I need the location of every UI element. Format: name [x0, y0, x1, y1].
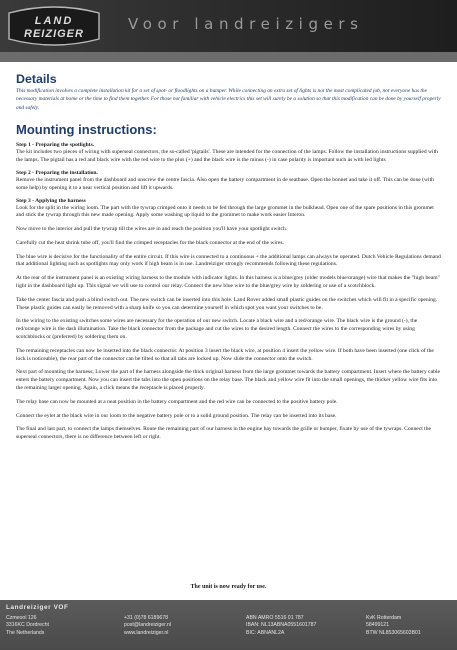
- footer-address-line: The Netherlands: [6, 629, 45, 636]
- paragraph: The blue wire is decisive for the functionality of the entire circuit. If this wire is connected to a continuous + the additional lamps can always be operated. Dutch Vehicle Regulations demand that additional lighting such as spotlights may only work if high beam is in use. Landreiziger strongly recommends following these regulations.: [16, 253, 441, 268]
- footer-bank-line: IBAN: NL13ABNA0551601787: [246, 622, 317, 629]
- tagline: Voor landreizigers: [128, 15, 364, 33]
- page-footer: [0, 600, 457, 650]
- paragraph: Take the center fascia and push a blind switch out. The new switch can be inserted into this hole. Land Rover added small plastic guides on the switches which will fit in a specific opening. These plastic guides can easily be removed with a sharp knife so you can determine yourself in which spot you want your switches to be.: [16, 296, 438, 311]
- footer-address: [6, 615, 49, 637]
- step2-text: Remove the instrument panel from the dashboard and unscrew the centre fascia. Also open the battery compartment in de seatbase. Open the bonnet and take it off. This can be done (with some help) by opening it to a near vertical position and lift it upwards.: [16, 176, 434, 191]
- footer-phone: +31 (0)78 6189678: [124, 615, 168, 621]
- paragraph: Carefully cut the heat shrink tube off, you'll find the crimped receptacles for the black connector at the end of the wires.: [16, 239, 284, 246]
- paragraph: Connect the eylet at the black wire in our loom to the negative battery pole or to a solid ground position. The relay can be inserted into its base.: [16, 412, 337, 419]
- landreiziger-logo: [6, 5, 102, 47]
- details-intro: This modification involves a complete installation kit for a set of spot- or floodlights on a bumper. While connecting an extra set of lights is not the most complicated job, not everyone has the necessary materials at home or the time to find them together. For those not familiar with vehicle electrics this set will surely be a solution so that this modification can be done by yourself properly and safely.: [16, 88, 441, 111]
- logo-text-top: LAND: [34, 15, 74, 27]
- subheader-bar: [0, 52, 457, 62]
- closing-line: The unit is now ready for use.: [190, 584, 267, 590]
- step3-text: Look for the split in the wiring loom. The part with the tywrap crimped onto it needs to be fed through the large grommet in the bulkhead. Open one of the spare positions in this grommet and stick the tywrap through this new made opening. Apply some washing up liquid to the grommet to make work easier Interon.: [16, 204, 434, 219]
- footer-bank-line: BIC: ABNANL2A: [246, 629, 285, 636]
- page-header: [0, 0, 457, 52]
- footer-registration-line: BTW NL853065603B01: [366, 629, 421, 636]
- paragraph: The final and last part, to connect the lamps themselves. Route the remaining part of our harness in the engine bay towards the grille or bumper, fixate by use of the tywraps. Connect the superseal connectors, there is no difference between left or right.: [16, 426, 431, 441]
- details-heading: Details: [16, 72, 57, 86]
- footer-address-line: Czmeool 126: [6, 615, 37, 621]
- paragraph: The relay base can now be mounted at a neat position in the battery compartment and the red wire can be connected to the positive battery pole.: [16, 399, 338, 405]
- paragraph: The remaining receptacles can now be inserted into the black connector. At position 3 insert the black wire, at position 4 insert the yellow wire. If both have been inserted (one click of the lock is noticeable), the rear part of the connector can be tilted so that all tabs are locked up. Now slide the connector onto the switch.: [16, 347, 434, 362]
- footer-address-line: 3316KC Dordrecht: [6, 622, 49, 629]
- footer-registration-line: KvK Rotterdam: [366, 615, 402, 621]
- footer-contact: [124, 615, 171, 637]
- footer-bank: [246, 615, 316, 637]
- mounting-heading: Mounting instructions:: [16, 121, 157, 137]
- footer-website-link[interactable]: www.landreiziger.nl: [124, 629, 169, 636]
- step1-text: The kit includes two pieces of wiring with superseal connectors, the so-called 'pigtails'. These are intended for the connection of the lamps. Follow the installation instructions supplied with the lamps. The pigtail has a red and black wire with the red wire to the plus (+) and the black wire is the minus (-) in case polarity is important such as with led lights: [16, 148, 438, 163]
- footer-registration: [366, 615, 421, 637]
- paragraph: At the rear of the instrument panel is an existing wiring harness to the module with indicator lights. In this harness is a blue/grey (older models blue/orange) wire that makes the "high beam" light in the dashboard light up. This signal we will use to control our relay. Connect the new blue wire to the blue/grey wire by soldering or use of a scotchblock.: [16, 275, 440, 290]
- step3-title: Step 3 - Applying the harness: [16, 197, 86, 204]
- step1-title: Step 1 - Preparing the spotlights.: [16, 141, 95, 148]
- step2-title: Step 2 - Preparing the installation.: [16, 169, 98, 176]
- footer-email-link[interactable]: post@landreiziger.nl: [124, 622, 172, 629]
- footer-registration-line: 58499121: [366, 622, 390, 629]
- paragraph: Next part of mounting the harness; Lower the part of the harness alongside the thick original harness from the large grommet towards the battery compartment. Insert where the battery cable enters the battery compartment. Now you can insert the tabs into the open positions on the relay base. The black and yellow wire fit into the small openings, the thicker yellow wire fits into the remaining larger opening. Again, a click means the receptacle is placed properly.: [16, 369, 440, 392]
- footer-bank-line: ABN AMRO 5516 01 787: [246, 615, 304, 621]
- logo-text-bottom: REIZIGER: [24, 28, 84, 40]
- paragraph: Now move to the interior and pull the tywrap till the wires are in and reach the position you'll have your spotlight switch.: [16, 226, 288, 233]
- paragraph: In the wiring to the existing switches some wires are necessary for the operation of our new switch. Locate a black wire and a red/orange wire. The black wire is the ground (-), the red/orange wire is the dash illumination. Take the black connector from the package and cut the wires to the desired length. Connect the wires to the corresponding wires by using scotchblocks or (preferred) by soldering them on.: [16, 318, 418, 341]
- footer-company-name: Landreiziger VOF: [6, 604, 69, 611]
- document-body: [16, 72, 442, 448]
